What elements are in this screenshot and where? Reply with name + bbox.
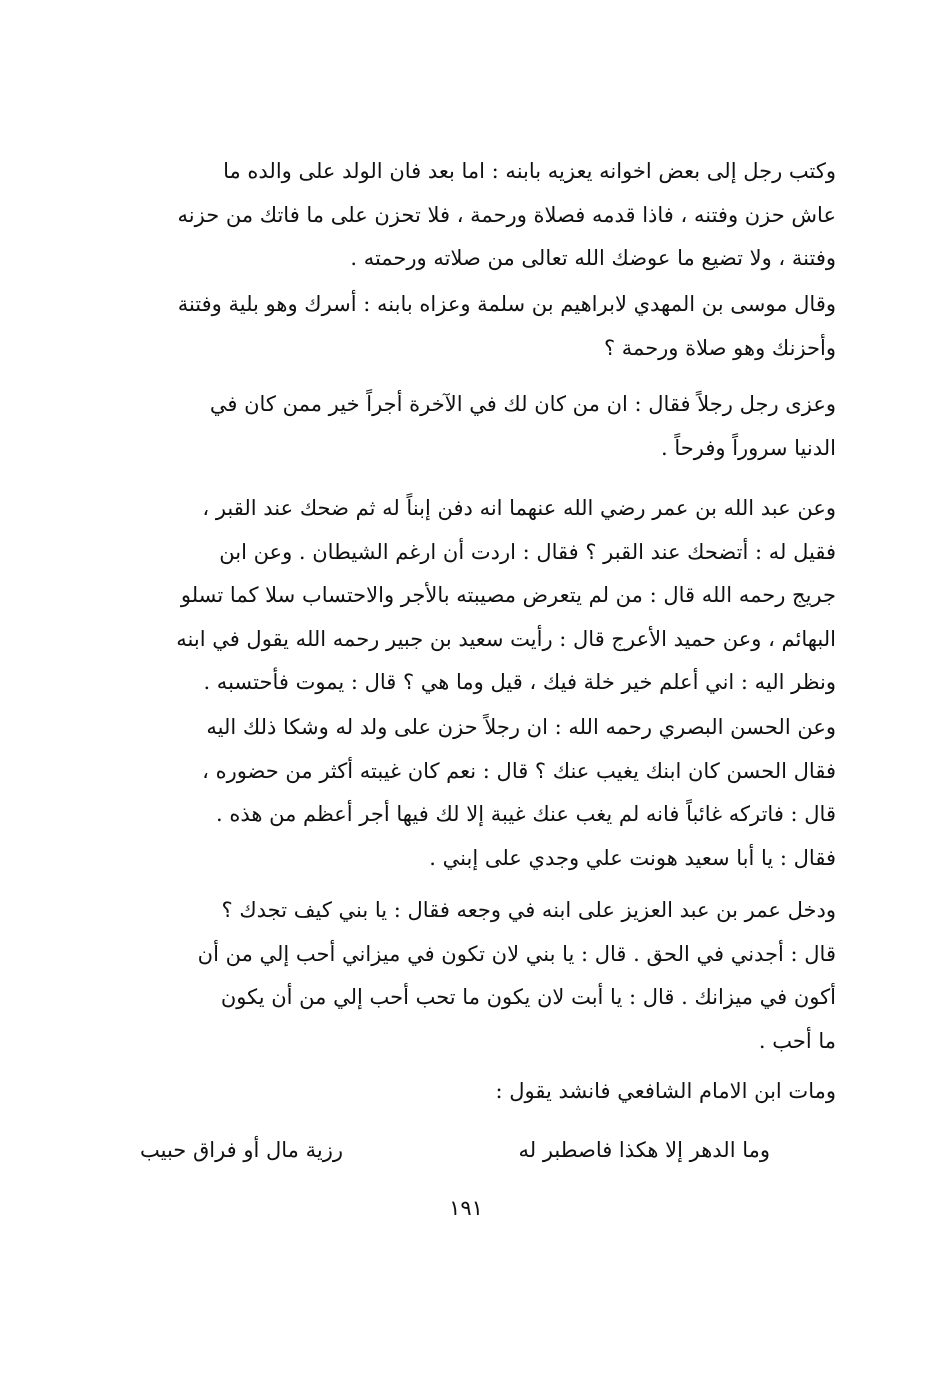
page-number: ١٩١ <box>449 1196 483 1220</box>
text-line: فقال : يا أبا سعيد هونت علي وجدي على إبني . <box>429 845 836 870</box>
text-line: فقال الحسن كان ابنك يغيب عنك ؟ قال : نعم كان غيبته أكثر من حضوره ، <box>202 758 836 783</box>
text-line: قال : فاتركه غائباً فانه لم يغب عنك غيبة إلا لك فيها أجر أعظم من هذه . <box>216 802 836 826</box>
paragraph-umar-ibn-abd-al-aziz <box>140 889 836 1063</box>
poetry-verse <box>140 1128 770 1172</box>
text-line: أكون في ميزانك . قال : يا أبت لان يكون ما تحب أحب إلي من أن يكون <box>220 985 836 1009</box>
text-line: وفتنة ، ولا تضيع ما عوضك الله تعالى من صلاته ورحمته . <box>350 246 836 270</box>
text-line: ومات ابن الامام الشافعي فانشد يقول : <box>495 1079 836 1103</box>
paragraph-musa-ibn-al-mahdi <box>140 283 836 370</box>
text-line: ما أحب . <box>758 1028 836 1053</box>
paragraph-hasan-al-basri <box>140 706 836 880</box>
text-line: فقيل له : أتضحك عند القبر ؟ فقال : اردت أن ارغم الشيطان . وعن ابن <box>219 539 836 564</box>
text-line: الدنيا سروراً وفرحاً . <box>661 435 836 460</box>
text-line: وقال موسى بن المهدي لابراهيم بن سلمة وعزاه بابنه : أسرك وهو بلية وفتنة <box>177 292 836 316</box>
paragraph-al-shafii <box>140 1070 836 1114</box>
text-line: ونظر اليه : اني أعلم خير خلة فيك ، قيل وما هي ؟ قال : يموت فأحتسبه . <box>203 670 836 694</box>
text-line: وعزى رجل رجلاً فقال : ان من كان لك في الآخرة أجراً خير ممن كان في <box>209 392 836 416</box>
text-line: وكتب رجل إلى بعض اخوانه يعزيه بابنه : اما بعد فان الولد على والده ما <box>223 159 836 183</box>
text-line: وعن الحسن البصري رحمه الله : ان رجلاً حزن على ولد له وشكا ذلك اليه <box>206 715 836 739</box>
paragraph-condolence-letter <box>140 150 836 281</box>
verse-first-hemistich: وما الدهر إلا هكذا فاصطبر له <box>518 1138 770 1162</box>
text-line: البهائم ، وعن حميد الأعرج قال : رأيت سعيد بن جبير رحمه الله يقول في ابنه <box>176 626 836 651</box>
text-line: وأحزنك وهو صلاة ورحمة ؟ <box>603 335 836 360</box>
text-line: قال : أجدني في الحق . قال : يا بني لان تكون في ميزاني أحب إلي من أن <box>197 941 836 966</box>
text-line: جريج رحمه الله قال : من لم يتعرض مصيبته بالأجر والاحتساب سلا كما تسلو <box>180 583 836 607</box>
text-line: عاش حزن وفتنه ، فاذا قدمه فصلاة ورحمة ، فلا تحزن على ما فاتك من حزنه <box>177 202 836 227</box>
text-line: وعن عبد الله بن عمر رضي الله عنهما انه دفن إبناً له ثم ضحك عند القبر ، <box>202 496 836 520</box>
verse-second-hemistich: رزية مال أو فراق حبيب <box>140 1138 343 1162</box>
paragraph-consolation <box>140 383 836 470</box>
text-line: ودخل عمر بن عبد العزيز على ابنه في وجعه فقال : يا بني كيف تجدك ؟ <box>221 898 836 922</box>
paragraph-ibn-umar <box>140 487 836 705</box>
